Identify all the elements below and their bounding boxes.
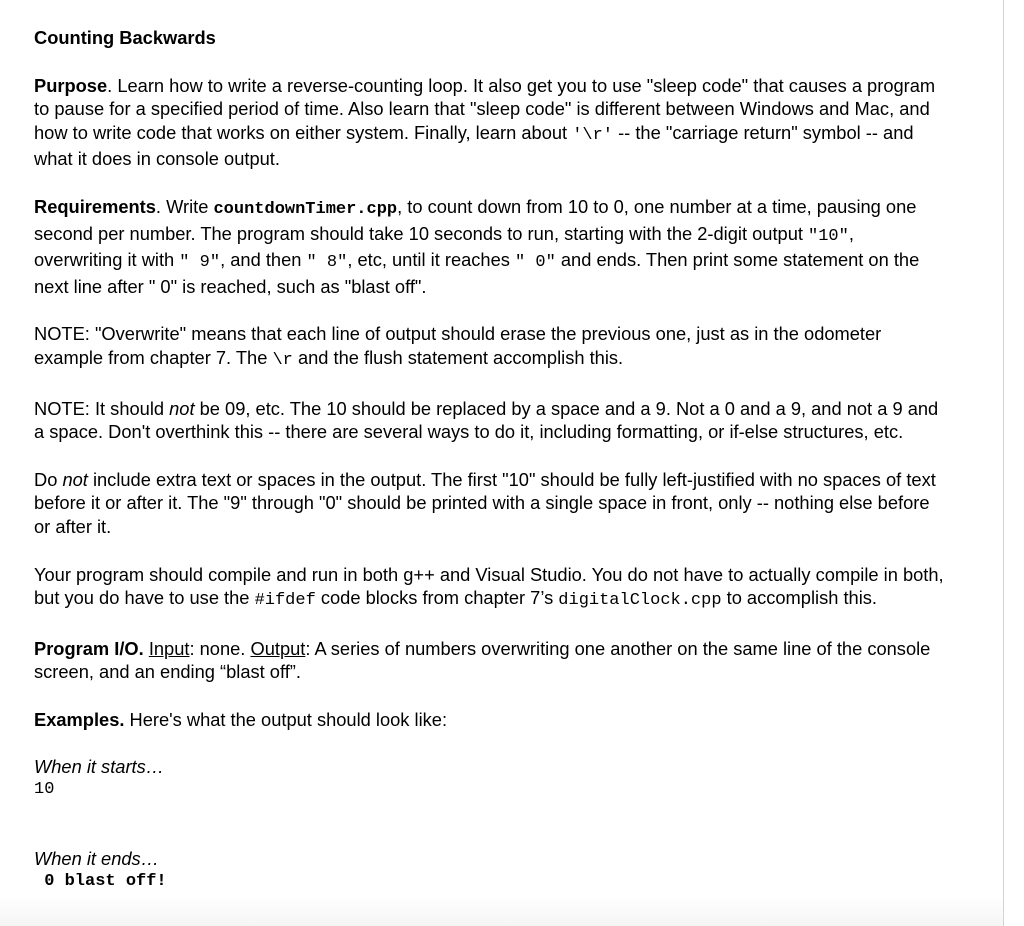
compile-text-3: to accomplish this. bbox=[721, 587, 877, 609]
program-io-input-label: Input bbox=[148, 637, 190, 659]
example-start-label: When it starts… bbox=[34, 756, 165, 778]
examples-paragraph bbox=[34, 708, 944, 732]
purpose-code-cr: '\r' bbox=[572, 125, 614, 145]
requirements-text-6: and ends. Then print some statement on the next line after " 0" is reached, such as "blast off". bbox=[34, 249, 920, 297]
requirements-code-10: "10" bbox=[808, 226, 849, 246]
requirements-text-3: , overwriting it with bbox=[34, 222, 854, 271]
example-start-output: 10 bbox=[34, 780, 55, 800]
purpose-paragraph bbox=[34, 74, 944, 171]
page-bottom-shadow bbox=[0, 896, 1003, 926]
compile-text-2: code blocks from chapter 7’s bbox=[315, 587, 559, 609]
compile-code-filename: digitalClock.cpp bbox=[558, 591, 722, 611]
requirements-code-9: " 9" bbox=[179, 253, 221, 273]
requirements-label: Requirements bbox=[34, 195, 156, 217]
document-content bbox=[34, 26, 944, 893]
note-overwrite-paragraph bbox=[34, 322, 944, 372]
compile-code-ifdef: #ifdef bbox=[254, 591, 316, 611]
compile-text-1: Your program should compile and run in both g++ and Visual Studio. You do not have to actually compile in both, but you do have to use the bbox=[34, 563, 944, 609]
extra-text-2: include extra text or spaces in the output. The first "10" should be fully left-justified with no spaces of text before it or after it. The "9" through "0" should be printed with a single space in front, only -- nothing else before or after it. bbox=[34, 468, 936, 537]
document-title: Counting Backwards bbox=[34, 27, 216, 48]
requirements-paragraph bbox=[34, 195, 944, 298]
examples-label: Examples. bbox=[34, 708, 125, 730]
program-io-output-label: Output bbox=[250, 637, 306, 659]
example-end-block bbox=[34, 847, 944, 893]
example-end-output: 0 blast off! bbox=[34, 871, 167, 891]
program-io-label: Program I/O. bbox=[34, 637, 144, 659]
note2-text-1: NOTE: It should bbox=[34, 397, 170, 419]
note1-text-2: and the flush statement accomplish this. bbox=[292, 346, 624, 368]
program-io-output-text: : A series of numbers overwriting one another on the same line of the console screen, and an ending “blast off”. bbox=[34, 637, 931, 683]
note-format-paragraph bbox=[34, 397, 944, 444]
requirements-filename: countdownTimer.cpp bbox=[213, 199, 398, 219]
purpose-label: Purpose bbox=[34, 74, 108, 96]
compile-paragraph bbox=[34, 563, 944, 613]
example-end-label: When it ends… bbox=[34, 848, 159, 870]
purpose-text-1: . Learn how to write a reverse-counting loop. It also get you to use "sleep code" that causes a program to pause for a specified period of time. Also learn that "sleep code" is different between Windows and Mac, and how to write code that works on either system. Finally, learn about bbox=[34, 74, 936, 143]
note1-text-1: NOTE: "Overwrite" means that each line of output should erase the previous one, just as in the odometer example from chapter 7. The bbox=[34, 323, 882, 368]
requirements-text-1: . Write bbox=[155, 195, 214, 217]
examples-text: Here's what the output should look like: bbox=[124, 708, 448, 730]
extra-text-1: Do bbox=[34, 468, 63, 490]
purpose-text-2: -- the "carriage return" symbol -- and what it does in console output. bbox=[34, 121, 914, 170]
extra-text-emphasis: not bbox=[62, 468, 88, 490]
requirements-code-8: " 8" bbox=[306, 253, 348, 273]
page-right-gutter bbox=[1004, 0, 1024, 926]
requirements-code-0: " 0" bbox=[514, 253, 556, 273]
requirements-text-2: , to count down from 10 to 0, one number at a time, pausing one second per number. The program should take 10 seconds to run, starting with the 2-digit output bbox=[34, 195, 917, 244]
note1-code-cr: \r bbox=[272, 350, 293, 370]
program-io-paragraph bbox=[34, 637, 944, 684]
extra-text-paragraph bbox=[34, 468, 944, 539]
requirements-text-4: , and then bbox=[220, 249, 307, 271]
example-start-block bbox=[34, 755, 944, 801]
requirements-text-5: , etc, until it reaches bbox=[347, 249, 515, 271]
program-io-input-text: : none. bbox=[189, 637, 251, 659]
note2-emphasis: not bbox=[169, 397, 195, 419]
note2-text-2: be 09, etc. The 10 should be replaced by a space and a 9. Not a 0 and a 9, and not a 9 and a space. Don't overthink this -- there are several ways to do it, including formatting, or if-else structures, etc. bbox=[34, 397, 939, 443]
